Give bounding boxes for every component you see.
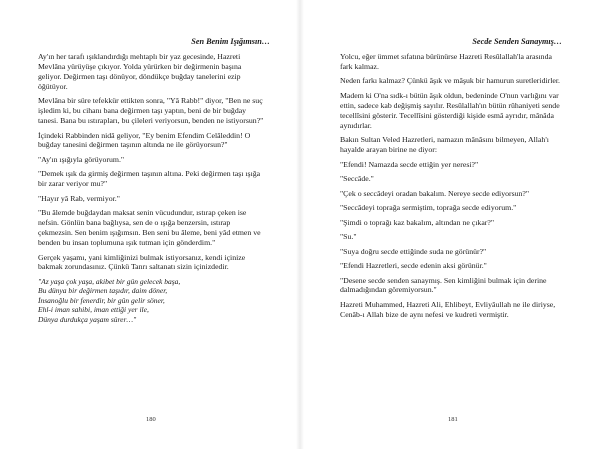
paragraph: "Seccâdeyi toprağa sermiştim, toprağa secde ediyorum." (340, 203, 517, 213)
paragraph: "Efendi Hazretleri, secde edenin aksi görünür." (340, 261, 487, 271)
paragraph: Ay'ın her tarafı ışıklandırdığı mehtaplı bir yaz gecesinde, Hazreti Mevlâna yürüyüşe çıkıyor. Yolda yürürken bir değirmenin başına geliyor. Değirmen taşı dönüyor, döndükçe buğday tanelerini ezip öğütüyor. (38, 52, 242, 91)
paragraph: Madem ki O'na sıdk-ı bütün âşık oldun, bedeninde O'nun varlığını var ettin, sadece kab değişmiş sayılır. Resûlallah'ın bütün rûhaniyeti sende tecellîsini gösterir. Tecellîsini gösterdiği kişide esmâ ayrıdır, mânâda aynıdırlar. (340, 90, 560, 130)
poem-line: Dünya durdukça yaşam sürer…" (38, 314, 137, 324)
book-gutter (296, 0, 304, 449)
paragraph: "Efendi! Namazda secde ettiğin yer neresi?" (340, 159, 479, 169)
paragraph: Hazreti Muhammed, Hazreti Ali, Ehlibeyt, Evliyâullah ne ile diriyse, Cenâb-ı Allah bize de aynı nefesi ve kudreti vermiştir. (340, 299, 556, 319)
paragraph: "Desene secde senden sanaymış. Sen kimliğini bulmak için derine dalmadığından göremiyorsun." (340, 275, 547, 295)
page-body (38, 52, 264, 324)
paragraph: Neden farkı kalmaz? Çünkü âşık ve mâşuk bir hamurun suretleridirler. (340, 76, 560, 86)
paragraph: "Demek ışık da girmiş değirmen taşının altına. Peki değirmen taşı ışığa bir zarar veriyor mu?" (38, 169, 261, 189)
poem-line: Ehl-i iman sahibi, iman ettiği yer ile, (38, 305, 149, 315)
paragraph: "Bu âlemde buğdaydan maksat senin vücudundur, ıstırap çeken ise nefsin. Gönlün bana bağlıysa, sen de o ışığa benzersin, ıstırap çekmezsin. Sen benim ışığımsın. Ben seni bu âleme, beni yâd etmen ve benden bu insan toplumuna ışık tutman için gönderdim." (38, 208, 261, 248)
poem (38, 277, 264, 324)
paragraph: "Seccâde." (340, 174, 374, 184)
paragraph: İçindeki Rabbinden nidâ geliyor, "Ey benim Efendim Celâleddin! O buğday tanesini değirmen taşının altında ne ile görüyorsun?" (38, 130, 251, 150)
paragraph: "Hayır yâ Rab, vermiyor." (38, 193, 120, 203)
paragraph: Gerçek yaşamı, yani kimliğinizi bulmak istiyorsanız, kendi içinize bakmak zorundasınız. Çünkü Tanrı saltanatı sizin içinizdedir. (38, 252, 246, 272)
right-page (300, 0, 600, 449)
paragraph: "Şimdi o toprağı kaz bakalım, altından ne çıkar?" (340, 217, 495, 227)
paragraph: "Çek o seccâdeyi oradan bakalım. Nereye secde ediyorsun?" (340, 188, 530, 198)
paragraph: Bakın Sultan Veled Hazretleri, namazın mânâsını bilmeyen, Allah'ı hayalde arayan birine ne diyor: (340, 135, 549, 155)
paragraph: Mevlâna bir süre tefekkür ettikten sonra, "Yâ Rabb!" diyor, "Ben ne suç işledim ki, bu cihanı bana değirmen taşı yaptın, beni de bir buğday tanesi. Bana bu ıstırapları, bu çileleri veriyorsun, benden ne istiyorsun?" (38, 96, 264, 126)
poem-line: Bu dünya bir değirmen taşıdır, daim döner, (38, 286, 168, 296)
poem-line: "Az yaşa çok yaşa, akibet bir gün gelecek başa, (38, 276, 181, 286)
running-head: Sen Benim Işığımsın… (191, 37, 270, 46)
page-number: 181 (448, 416, 458, 423)
running-head: Secde Senden Sanaymış… (472, 37, 562, 46)
poem-line: İnsanoğlu bir fenerdir, bir gün gelir söner, (38, 295, 165, 305)
page-number: 180 (146, 416, 156, 423)
paragraph: Yolcu, eğer ümmet sıfatına bürünürse Hazreti Resûlallah'la arasında fark kalmaz. (340, 52, 552, 71)
paragraph: "Ay'ın ışığıyla görüyorum." (38, 154, 125, 164)
page-body (340, 52, 564, 324)
paragraph: "Su." (340, 232, 357, 242)
paragraph: "Suya doğru secde ettiğinde suda ne görünür?" (340, 246, 487, 256)
